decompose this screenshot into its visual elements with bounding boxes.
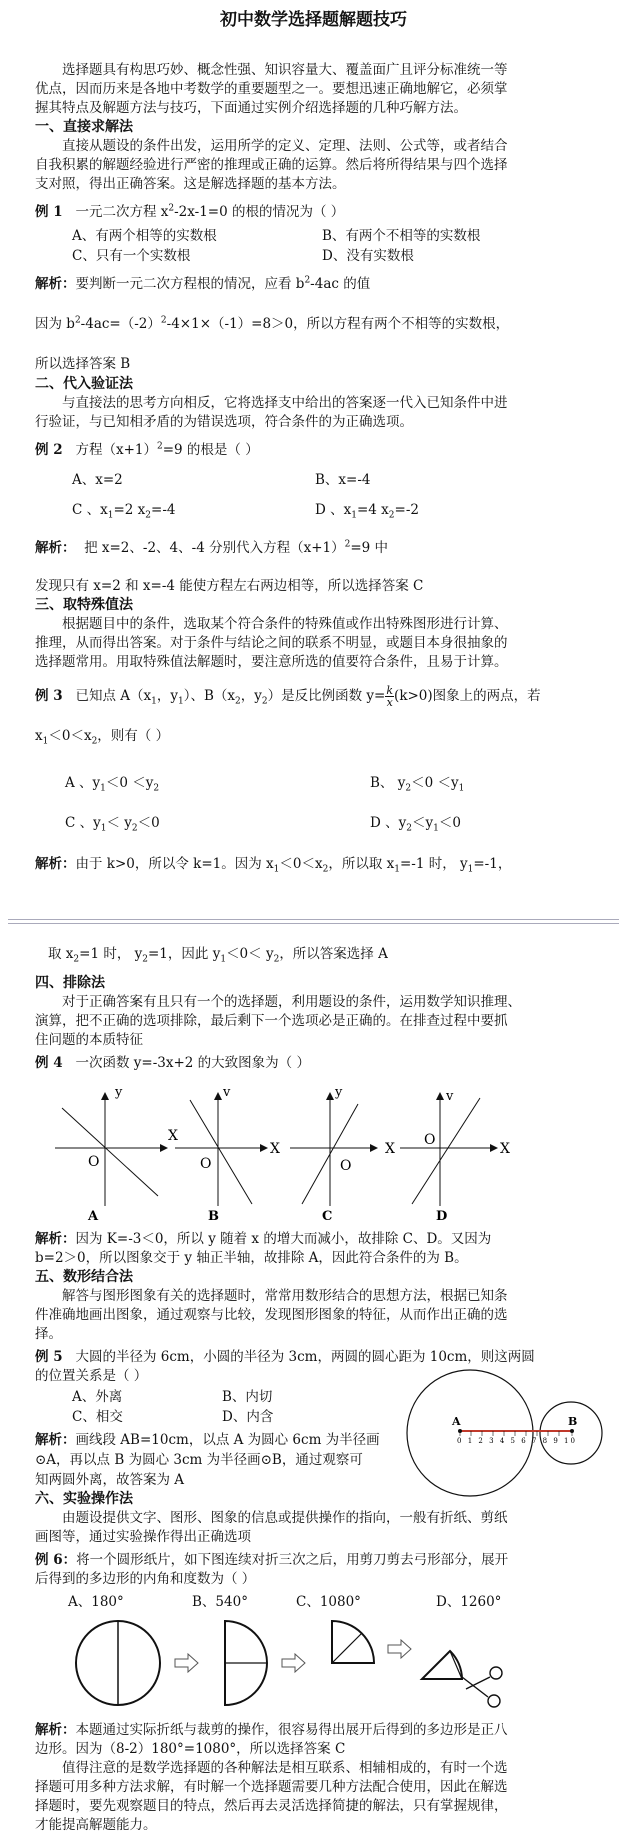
graph-a: [55, 1085, 178, 1224]
para-line: 推理，从而得出答案。对于条件与结论之间的联系不明显，或题目本身很抽象的: [35, 635, 508, 651]
option-b: B、540°: [192, 1594, 248, 1610]
option-c: C、相交: [72, 1409, 123, 1425]
para-line: 画图等，通过实验操作得出正确选项: [35, 1529, 251, 1545]
axis-y-label: y: [335, 1085, 343, 1100]
option-d: D 、$x_1=4$ $x_2=-2$: [315, 502, 419, 521]
scissors-icon: [462, 1667, 502, 1707]
option-b: B、 $y_2<0 <y_1$: [370, 775, 465, 794]
section-heading: 四、排除法: [35, 975, 105, 991]
graph-letter: D: [436, 1209, 448, 1224]
large-circle: [407, 1370, 533, 1496]
paper-folding-figure: [70, 1617, 530, 1709]
conclusion-line: 择题时，要先观察题目的特点，然后再去灵活选择简捷的解法，只有掌握规律，: [35, 1798, 508, 1814]
analysis-6-line: 边形。因为（8-2）180°=1080°，所以选择答案 C: [35, 1741, 346, 1757]
option-c: C 、$y_1< y_2<0$: [65, 815, 160, 834]
section-heading: 六、实验操作法: [35, 1491, 133, 1507]
analysis-4-line: b=2＞0，所以图象交于 y 轴正半轴，故排除 A，因此符合条件的为 B。: [35, 1250, 468, 1266]
page-title: 初中数学选择题解题技巧: [220, 10, 407, 30]
origin-label: O: [424, 1132, 436, 1148]
graph-d: [400, 1089, 510, 1224]
option-a: A、有两个相等的实数根: [72, 228, 217, 244]
option-c: C、只有一个实数根: [72, 248, 191, 264]
option-d: D、1260°: [436, 1594, 502, 1610]
analysis-1-answer: 所以选择答案 B: [35, 356, 131, 372]
example-5-line: 的位置关系是（ ）: [35, 1368, 148, 1384]
para-line: 与直接法的思考方向相反，它将选择支中给出的答案逐一代入已知条件中进: [62, 395, 508, 411]
example-2-question: 例 2 方程$(x+1)^2=9$ 的根是（ ）: [35, 441, 259, 458]
point-a-label: A: [452, 1415, 461, 1428]
linear-function-graphs: [40, 1078, 600, 1224]
example-3-condition: $x_1<0<x_2$，则有（ ）: [35, 728, 170, 747]
para-line: 自我积累的解题经验进行严密的推理或正确的运算。然后将所得结果与四个选择: [35, 157, 508, 173]
option-a: A 、$y_1<0 <y_2$: [65, 775, 160, 794]
option-c: C、1080°: [296, 1594, 361, 1610]
axis-y-label: v: [446, 1089, 454, 1104]
graph-letter: B: [208, 1209, 219, 1224]
example-label: 例 1: [35, 204, 63, 220]
para-line: 行验证，与已知相矛盾的为错误选项，符合条件的为正确选项。: [35, 414, 413, 430]
option-d: D 、$y_2<y_1<0$: [370, 815, 461, 834]
option-b: B、x=-4: [315, 472, 371, 488]
graph-letter: C: [322, 1209, 333, 1224]
example-4-question: 例 4 一次函数 y=-3x+2 的大致图象为（ ）: [35, 1055, 310, 1071]
intro-line: 选择题具有构思巧妙、概念性强、知识容量大、覆盖面广且评分标准统一等: [62, 62, 508, 78]
analysis-2-line: 发现只有 x=2 和 x=-4 能使方程左右两边相等，所以选择答案 C: [35, 578, 424, 594]
intro-line: 握其特点及解题方法与技巧，下面通过实例介绍选择题的几种巧解方法。: [35, 100, 467, 116]
para-line: 住问题的本质特征: [35, 1032, 143, 1048]
analysis-3-line: 取 $x_2=1$ 时， $y_2=1$，因此 $y_1<0< y_2$，所以答案选择 A: [48, 946, 388, 965]
example-6-line: 后得到的多边形的内角和度数为（ ）: [35, 1571, 256, 1587]
axis-x-label: X: [270, 1141, 280, 1157]
analysis-5-line: ⊙A，再以点 B 为圆心 3cm 为半径画⊙B，通过观察可: [35, 1452, 363, 1468]
section-heading: 五、数形结合法: [35, 1269, 133, 1285]
example-1-question: 例 1 一元二次方程 $x^2-2x-1=0$ 的根的情况为（ ）: [35, 203, 345, 220]
graph-b: [175, 1085, 280, 1224]
analysis-1-line: 因为 $b^2-4ac=(-2)^2-4\times 1\times(-1)=8>0$，所以方程有两个不相等的实数根，: [35, 315, 510, 332]
origin-label: O: [340, 1158, 352, 1174]
analysis-5: 解析：画线段 AB=10cm，以点 A 为圆心 6cm 为半径画: [35, 1432, 380, 1448]
axis-y-label: v: [223, 1085, 231, 1100]
origin-label: O: [200, 1156, 212, 1172]
conclusion-line: 择题可用多种方法求解，有时解一个选择题需要几种方法配合使用，因此在解选: [35, 1779, 508, 1795]
analysis-6: 解析：本题通过实际折纸与裁剪的操作，很容易得出展开后得到的多边形是正八: [35, 1722, 508, 1738]
axis-x-label: X: [168, 1128, 178, 1144]
graph-c: [290, 1085, 395, 1224]
option-d: D、内含: [222, 1409, 274, 1425]
option-b: B、内切: [222, 1389, 273, 1405]
fraction: $\frac{k}{x}$: [386, 684, 394, 709]
conclusion-line: 值得注意的是数学选择题的各种解法是相互联系、相辅相成的，有时一个选: [62, 1760, 508, 1776]
analysis-3: 解析：由于 k>0，所以令 k=1。因为 $x_1<0<x_2$，所以取 $x_1=-1$ 时， $y_1=-1$，: [35, 856, 512, 875]
option-c: C 、$x_1=2$ $x_2=-4$: [72, 502, 176, 521]
option-a: A、180°: [68, 1594, 124, 1610]
small-circle: [540, 1402, 602, 1464]
analysis-5-line: 知两圆外离，故答案为 A: [35, 1472, 185, 1488]
option-a: A、x=2: [72, 472, 123, 488]
axis-x-label: X: [385, 1141, 395, 1157]
ruler-labels: 0 1 2 3 4 5 6 7 8 9 10: [457, 1437, 575, 1445]
para-line: 对于正确答案有且只有一个的选择题，利用题设的条件，运用数学知识推理、: [62, 994, 521, 1010]
origin-label: O: [88, 1154, 100, 1170]
option-d: D、没有实数根: [322, 248, 414, 264]
para-line: 解答与图形图象有关的选择题时，常常用数形结合的思想方法，根据已知条: [62, 1288, 508, 1304]
analysis-1: 解析：要判断一元二次方程根的情况，应看 $b^2-4ac$ 的值: [35, 275, 371, 292]
intro-line: 优点，因而历来是各地中考数学的重要题型之一。要想迅速正确地解它，必须掌: [35, 81, 508, 97]
page-break: [0, 918, 627, 926]
axis-x-label: X: [500, 1141, 510, 1157]
example-5-question: 例 5 大圆的半径为 6cm，小圆的半径为 3cm，两圆的圆心距为 10cm，则这两圆: [35, 1349, 535, 1365]
example-6-question: 例 6：将一个圆形纸片，如下图连续对折三次之后，用剪刀剪去弓形部分，展开: [35, 1552, 509, 1568]
analysis-4: 解析：因为 K=-3＜0，所以 y 随着 x 的增大而减小，故排除 C、D。又因为: [35, 1231, 492, 1247]
para-line: 演算，把不正确的选项排除，最后剩下一个选项必是正确的。在排查过程中要抓: [35, 1013, 508, 1029]
para-line: 直接从题设的条件出发，运用所学的定义、定理、法则、公式等，或者结合: [62, 138, 508, 154]
right-arrow-icon: [282, 1654, 305, 1672]
graph-letter: A: [88, 1209, 99, 1224]
section-heading: 三、取特殊值法: [35, 597, 133, 613]
para-line: 件准确地画出图象，通过观察与比较，发现图形图象的特征，从而作出正确的选: [35, 1307, 508, 1323]
option-b: B、有两个不相等的实数根: [322, 228, 481, 244]
para-line: 由题设提供文字、图形、图象的信息或提供操作的指向，一般有折纸、剪纸: [62, 1510, 508, 1526]
para-line: 选择题常用。用取特殊值法解题时，要注意所选的值要符合条件，且易于计算。: [35, 654, 508, 670]
conclusion-line: 才能提高解题能力。: [35, 1817, 157, 1833]
example-3-question: 例 3 已知点 $A(x_1$，$y_1$）、$B(x_2$，$y_2$）是反比例函数 y= $\frac{k}{x}$ (k>0)图象上的两点，若: [35, 684, 541, 709]
section-heading: 二、代入验证法: [35, 376, 133, 392]
para-line: 根据题目中的条件，选取某个符合条件的特殊值或作出特殊图形进行计算、: [62, 616, 508, 632]
right-arrow-icon: [175, 1654, 198, 1672]
para-line: 支对照，得出正确答案。这是解选择题的基本方法。: [35, 176, 346, 192]
option-a: A、外离: [72, 1389, 123, 1405]
para-line: 择。: [35, 1326, 62, 1342]
point-b-label: B: [568, 1415, 578, 1428]
two-circles-figure: [400, 1363, 605, 1507]
right-arrow-icon: [388, 1640, 411, 1658]
analysis-2: 解析： 把 x=2、-2、4、-4 分别代入方程$(x+1)^2=9$ 中: [35, 539, 389, 556]
axis-y-label: y: [115, 1085, 123, 1100]
section-heading: 一、直接求解法: [35, 119, 133, 135]
